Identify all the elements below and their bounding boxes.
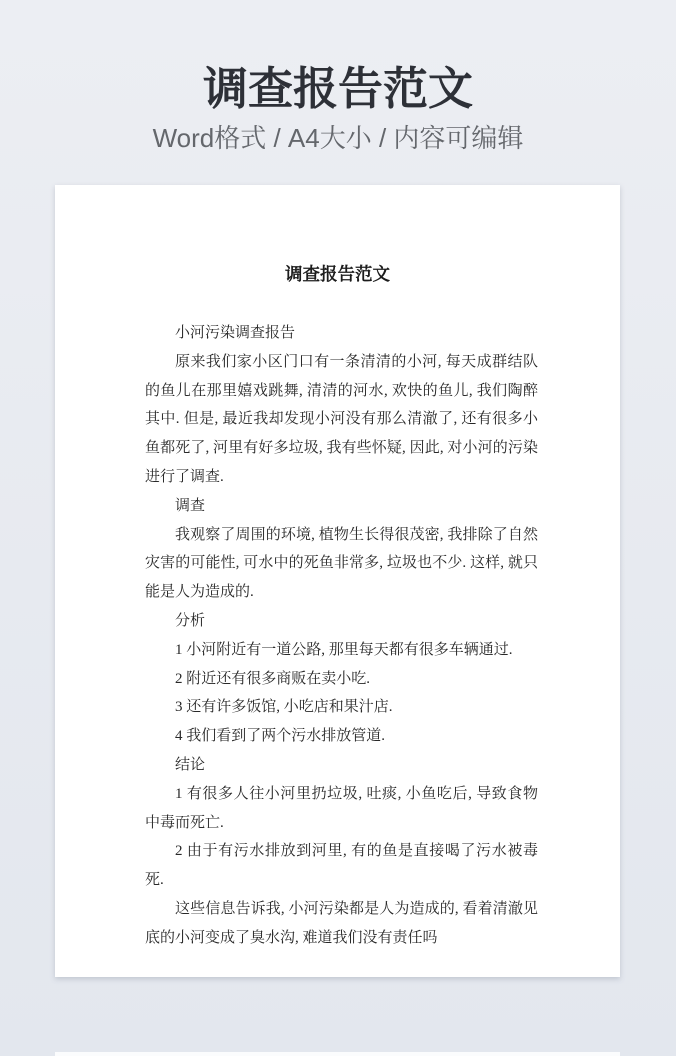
document-body (145, 319, 538, 953)
header-banner (0, 0, 676, 153)
document-paragraph: 2 由于有污水排放到河里, 有的鱼是直接喝了污水被毒死. (145, 843, 538, 889)
document-paragraph: 小河污染调查报告 (175, 325, 296, 341)
document-paragraph: 结论 (175, 756, 206, 773)
document-paragraph: 2 附近还有很多商贩在卖小吃. (175, 670, 371, 687)
document-paragraph: 1 有很多人往小河里扔垃圾, 吐痰, 小鱼吃后, 导致食物中毒而死亡. (145, 785, 538, 831)
document-paragraph: 这些信息告诉我, 小河污染都是人为造成的, 看着清澈见底的小河变成了臭水沟, 难道我们没有责任吗 (145, 900, 538, 946)
document-paragraph: 分析 (175, 612, 206, 629)
next-page-top-edge (55, 1052, 620, 1056)
document-paragraph: 原来我们家小区门口有一条清清的小河, 每天成群结队的鱼儿在那里嬉戏跳舞, 清清的河水, 欢快的鱼儿, 我们陶醉其中. 但是, 最近我却发现小河没有那么清澈了, 还有很多小鱼都死了, 河里有好多垃圾, 我有些怀疑, 因此, 对小河的污染进行了调查. (145, 353, 538, 485)
document-paragraph: 调查 (175, 497, 206, 514)
document-title: 调查报告范文 (285, 264, 390, 284)
document-paragraph: 4 我们看到了两个污水排放管道. (175, 728, 386, 745)
template-title: 调查报告范文 (202, 63, 473, 114)
template-subtitle: Word格式 / A4大小 / 内容可编辑 (152, 123, 524, 153)
document-paragraph: 我观察了周围的环境, 植物生长得很茂密, 我排除了自然灾害的可能性, 可水中的死鱼非常多, 垃圾也不少. 这样, 就只能是人为造成的. (145, 526, 538, 601)
document-paragraph: 1 小河附近有一道公路, 那里每天都有很多车辆通过. (175, 641, 513, 658)
document-paragraph: 3 还有许多饭馆, 小吃店和果汁店. (175, 699, 393, 716)
document-page-preview (55, 185, 620, 977)
